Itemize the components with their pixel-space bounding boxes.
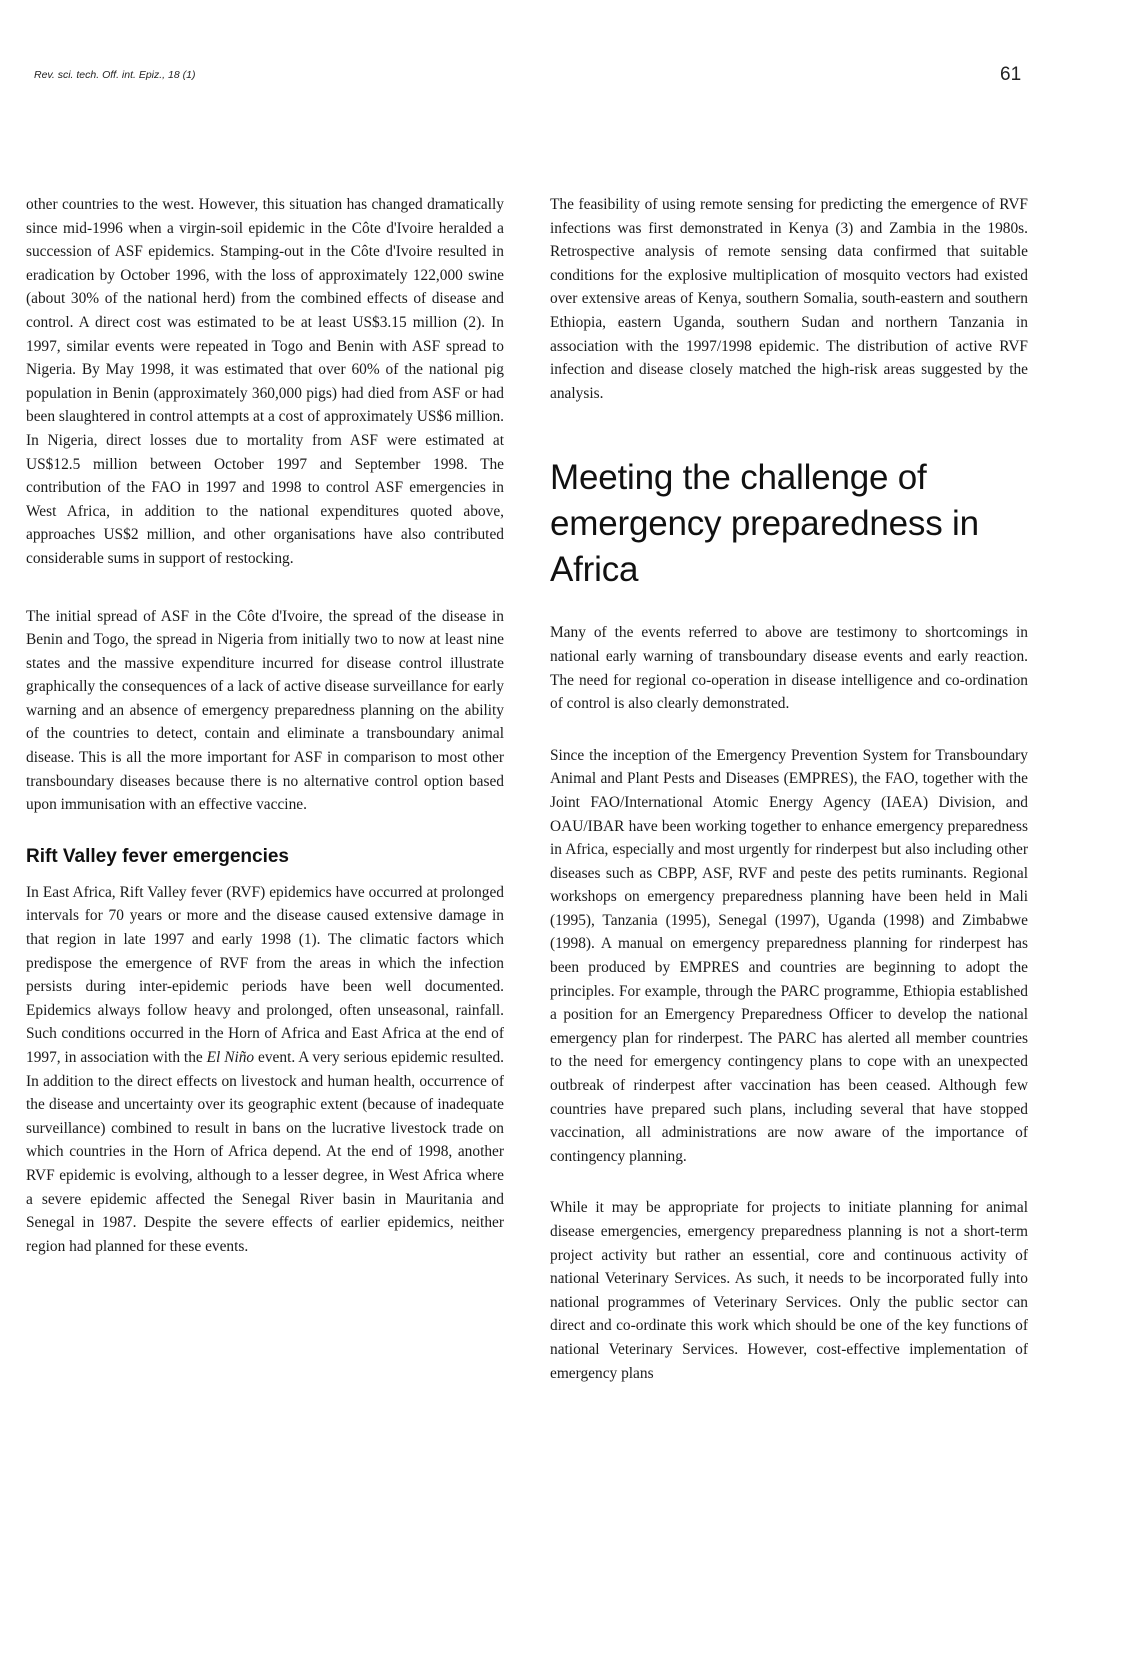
section-heading-rvf: Rift Valley fever emergencies: [26, 845, 289, 867]
paragraph-shortcomings: Many of the events referred to above are testimony to shortcomings in national early warning of transboundary disease events and early reaction. The need for regional co-operation in disease intelligence and co-ordination of control is also clearly demonstrated.: [550, 624, 1028, 713]
chapter-heading-preparedness: Meeting the challenge of emergency preparedness in Africa: [550, 458, 979, 590]
right-column: [550, 193, 1028, 1385]
page-number: 61: [1000, 64, 1022, 85]
el-nino-term: El Niño: [206, 1049, 255, 1066]
running-head: Rev. sci. tech. Off. int. Epiz., 18 (1): [34, 69, 196, 81]
paragraph-rvf-east-africa: [26, 881, 504, 1259]
paragraph-remote-sensing: The feasibility of using remote sensing for predicting the emergence of RVF infections was first demonstrated in Kenya (3) and Zambia in the 1980s. Retrospective analysis of remote sensing data confirmed that suitable conditions for the explosive multiplication of mosquito vectors had existed over extensive areas of Kenya, southern Somalia, south-eastern and southern Ethiopia, eastern Uganda, southern Sudan and northern Tanzania in association with the 1997/1998 epidemic. The distribution of active RVF infection and disease closely matched the high-risk areas suggested by the analysis.: [550, 196, 1028, 402]
paragraph-core-activity: While it may be appropriate for projects to initiate planning for animal disease emergencies, emergency preparedness planning is not a short-term project activity but rather an essential, core and continuous activity of national Veterinary Services. As such, it needs to be incorporated fully into national programmes of Veterinary Services. Only the public sector can direct and co-ordinate this work which should be one of the key functions of national Veterinary Services. However, cost-effective implementation of emergency plans: [550, 1199, 1028, 1382]
rvf-text-part-1: In East Africa, Rift Valley fever (RVF) epidemics have occurred at prolonged intervals for 70 years or more and the disease caused extensive damage in that region in late 1997 and early 1998 (1). The climatic factors which predispose the emergence of RVF from the areas in which the infection persists during inter-epidemic periods have been well documented. Epidemics always follow heavy and prolonged, often unseasonal, rainfall. Such conditions occurred in the Horn of Africa and East Africa at the end of 1997, in association with the: [26, 883, 504, 1066]
paragraph-empres: Since the inception of the Emergency Prevention System for Transboundary Animal and Plant Pests and Diseases (EMPRES), the FAO, together with the Joint FAO/International Atomic Energy Agency (IAEA) Division, and OAU/IBAR have been working together to enhance emergency preparedness in Africa, especially and most urgently for rinderpest but also including other diseases such as CBPP, ASF, RVF and peste des petits ruminants. Regional workshops on emergency preparedness planning have been held in Mali (1995), Tanzania (1995), Senegal (1997), Uganda (1998) and Zimbabwe (1998). A manual on emergency preparedness planning for rinderpest has been produced by EMPRES and countries are beginning to adopt the principles. For example, through the PARC programme, Ethiopia established a position for an Emergency Preparedness Officer to develop the national emergency plan for rinderpest. The PARC has alerted all member countries to the need for emergency contingency plans to cope with an unexpected outbreak of rinderpest after vaccination has been ceased. Although few countries have prepared such plans, including several that have stopped vaccination, all administrations are now aware of the importance of contingency planning.: [550, 746, 1028, 1165]
paragraph-asf-surveillance: The initial spread of ASF in the Côte d'Ivoire, the spread of the disease in Benin and Togo, the spread in Nigeria from initially two to now at least nine states and the massive expenditure incurred for disease control illustrate graphically the consequences of a lack of active disease surveillance for early warning and an absence of emergency preparedness planning on the ability of the countries to detect, contain and eliminate a transboundary animal disease. This is all the more important for ASF in comparison to most other transboundary diseases because there is no alternative control option based upon immunisation with an effective vaccine.: [26, 607, 504, 814]
paragraph-asf-west-africa: other countries to the west. However, this situation has changed dramatically since mid-1996 when a virgin-soil epidemic in the Côte d'Ivoire heralded a succession of ASF epidemics. Stamping-out in the Côte d'Ivoire resulted in eradication by October 1996, with the loss of approximately 122,000 swine (about 30% of the national herd) from the combined effects of disease and control. A direct cost was estimated to be at least US$3.15 million (2). In 1997, similar events were repeated in Togo and Benin with ASF spread to Nigeria. By May 1998, it was estimated that over 60% of the national pig population in Benin (approximately 360,000 pigs) had died from ASF or had been slaughtered in control attempts at a cost of approximately US$6 million. In Nigeria, direct losses due to mortality from ASF were estimated at US$12.5 million between October 1997 and September 1998. The contribution of the FAO in 1997 and 1998 to control ASF emergencies in West Africa, in addition to the national expenditures quoted above, approaches US$2 million, and other organisations have also contributed considerable sums in support of restocking.: [26, 196, 504, 567]
left-column: [26, 193, 504, 1258]
rvf-text-part-2: event. A very serious epidemic resulted. In addition to the direct effects on livestock and human health, occurrence of the disease and uncertainty over its geographic extent (because of inadequate surveillance) combined to result in bans on the lucrative livestock trade on which countries in the Horn of Africa depend. At the end of 1998, another RVF epidemic is evolving, although to a lesser degree, in West Africa where a severe epidemic affected the Senegal River basin in Mauritania and Senegal in 1987. Despite the severe effects of earlier epidemics, neither region had planned for these events.: [26, 1049, 505, 1255]
